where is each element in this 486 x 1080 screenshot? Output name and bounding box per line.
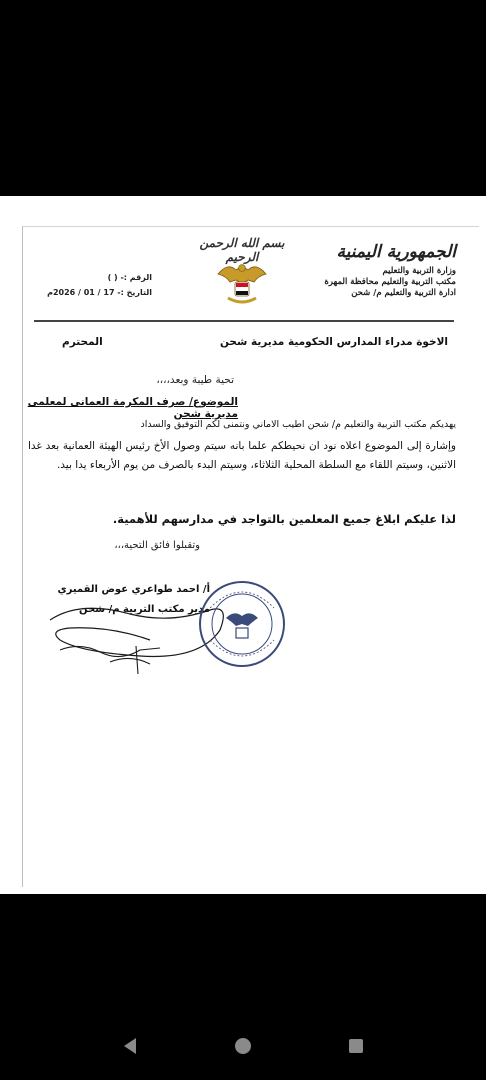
back-triangle-icon[interactable]	[116, 1032, 144, 1060]
ministry-line: وزارة التربية والتعليم	[382, 266, 456, 276]
greeting: تحية طيبة وبعد،،،،	[156, 374, 234, 386]
letter-body	[28, 416, 456, 475]
basmala: بسم الله الرحمن الرحيم	[199, 236, 285, 264]
android-navigation-bar	[0, 1008, 486, 1080]
document-date: التاريخ :- 17 / 01 / 2026م	[47, 288, 152, 297]
header-divider	[34, 320, 454, 322]
instruction-note: لذا عليكم ابلاغ جميع المعلمين بالتواجد في مدارسهم للأهمية.	[112, 512, 456, 526]
letterhead-right	[286, 242, 456, 299]
signatory-name: أ/ احمد طواعري عوض القميري	[57, 584, 210, 595]
addressee: الاخوة مدراء المدارس الحكومية مديرية شحن	[219, 336, 448, 348]
yemen-eagle-emblem-icon	[214, 254, 270, 310]
paragraph-opening: يهديكم مكتب التربية والتعليم م/ شحن اطيب الاماني ونتمنى لكم التوفيق والسداد	[140, 419, 456, 430]
letterhead-left	[42, 270, 152, 300]
office-line: مكتب التربية والتعليم محافظة المهرة	[324, 277, 456, 287]
republic-title: الجمهورية اليمنية	[336, 242, 456, 262]
home-circle-icon[interactable]	[229, 1032, 257, 1060]
document-image	[0, 196, 486, 894]
signatory-title: مدير مكتب التربية م/ شحن	[79, 604, 210, 615]
recents-square-icon[interactable]	[342, 1032, 370, 1060]
official-stamp-icon	[196, 578, 288, 670]
paragraph-main: وإشارة إلى الموضوع اعلاه نود ان نحيطكم علما بانه سيتم وصول الأخ رئيس الهيئة العمانية بعد غدا الاثنين، وسيتم اللقاء مع السلطة المحلية الثلاثاء، وسيتم البدء بالصرف من يوم الأربعاء يدا بيد.	[28, 440, 456, 471]
paper-edge	[22, 226, 479, 887]
signature-block	[40, 578, 210, 688]
reference-number: الرقم :- ( )	[107, 273, 152, 282]
department-line: ادارة التربية والتعليم م/ شحن	[351, 288, 456, 298]
respected-label: المحترم	[62, 336, 103, 348]
subject-line: الموضوع/ صرف المكرمة العمانى لمعلمى مديرية شحن	[27, 396, 238, 420]
closing-line: وتقبلوا فائق التحية،،،	[114, 540, 200, 551]
